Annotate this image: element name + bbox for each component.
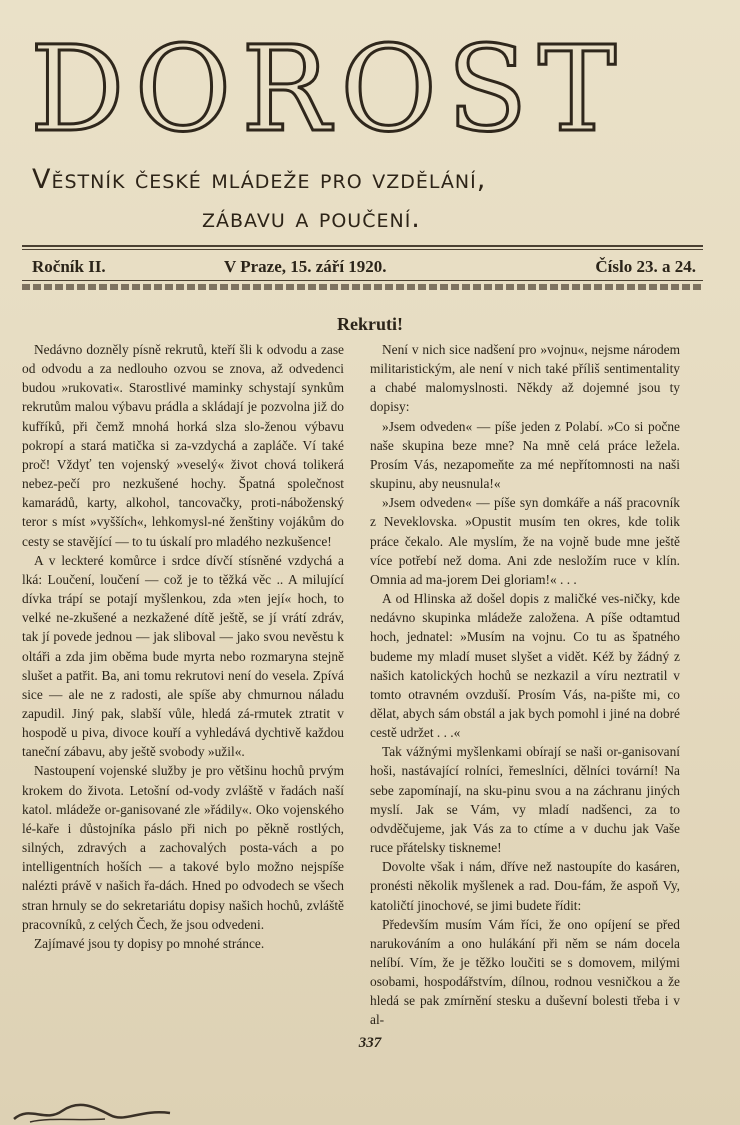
issue-rule xyxy=(22,280,703,281)
left-paragraph: Zajímavé jsou ty dopisy po mnohé stránce. xyxy=(34,935,265,951)
masthead-subtitle xyxy=(32,160,692,238)
masthead-logo xyxy=(22,18,722,148)
left-paragraph: Nastoupení vojenské služby je pro většinu hochů prvým krokem do života. Letošní od-vody zvláště v řadách naší katol. mládeže or-ganisované zle »řádily«. Oko vojenského lé-kaře i důstojníka páslo při nich po pěkně rostlých, silných, zdravých a zachovalých posta-vách a po intelligentních hoších — a takové bylo možno nejspíše nalézti právě v našich řa-dách. Hned po odvodech se všech stran hrnuly se do sekretariátu dopisy našich hochů, zvláště pracovníků, z celých Čech, že jsou odvedeni. xyxy=(22,763,344,932)
handwritten-scribble xyxy=(10,1095,180,1125)
right-paragraph: »Jsem odveden« — píše syn domkáře a náš pracovník z Neveklovska. »Opustit musím ten okres, kde tolik práce čekalo. Ale myslím, že na vojně bude mne ještě více potřebí než doma. Ani zde nesložím ruce v klín. Omnia ad ma-jorem Dei gloriam!« . . . xyxy=(370,495,680,587)
top-double-rule-lower xyxy=(22,249,703,250)
page-number: 337 xyxy=(358,1035,382,1051)
masthead xyxy=(22,18,722,148)
right-paragraph: Především musím Vám říci, že ono opíjení se před narukováním a ono hulákání při něm se nám docela nelíbí. Vím, že je těžko loučiti se s domovem, milými osobami, hospodářstvím, dílnou, rodnou vesničkou a že hledá se pak zmírnění stesku a duševní bolesti třeba i v al- xyxy=(370,916,680,1028)
article-title: Rekruti! xyxy=(337,314,403,334)
right-paragraph: Dovolte však i nám, dříve než nastoupíte do kasáren, pronésti několik myšlenek a rad. Dou-fám, že aspoň Vy, katoličtí jinochové, se jimi budete řídit: xyxy=(370,859,680,913)
right-paragraph: A od Hlinska až došel dopis z maličké ves-ničky, kde nedávno skupinka mládeže založena. A píše odtamtud hoch, jednatel: »Musím na vojnu. Co tu as špatného budeme my mladí muset slyšet a vidět. Kéž by žádný z našich katolických hochů se nezkazil a víru neztratil v tomto otravném ovzduší. Prosím Vás, na-pište mi, co dělat, abych sám obstál a jak bych pomohl i jiné na dobré cestě udržet . . .« xyxy=(370,591,680,741)
issue-number: Číslo 23. a 24. xyxy=(595,257,696,276)
left-paragraph: A v leckteré komůrce i srdce dívčí stísněné vzdychá a lká: Loučení, loučení — což je to těžká věc .. A milující dívka trápí se potají myšlenkou, zda »ten její« hoch, to velké ne-zkušené a nezkažené dítě ještě, se jí vrátí zdráv, tak jí povede jednou — jak sliboval — jako svou nevěstu k oltáři a zda jim oběma bude myrta nebo rozmaryna stejně slušet a patřit. Ba, ani tomu rekrutovi není do vesela. Zpívá sice — ale ne z radosti, ale spíše aby chmurnou náladu zapudil. Jiný pak, slabší vůle, hledá zá-rmutek ztratit v hospodě u piva, divoce kouří a vyhledává dychtivě každou taneční zábavu, aby ještě svobody »užil«. xyxy=(22,552,344,760)
issue-date: V Praze, 15. září 1920. xyxy=(224,257,387,276)
right-paragraph: Tak vážnými myšlenkami obírají se naši or-ganisovaní hoši, nastávající rolníci, řemeslníci, dělníci tovární! Na sebe zapomínají, na sku-pinu svou a na záchranu jiných myslí. Jak se Vám, vy mladí nadšenci, za to odvděčujeme, jak Vás za to ctíme a v duchu jak Vaše ruce přátelsky tiskneme! xyxy=(370,744,680,856)
right-paragraph: Není v nich sice nadšení pro »vojnu«, nejsme národem militaristickým, ale není v nich také příliš sentimentality a chabé malomyslnosti. Někdy až dojemné jsou ty dopisy: xyxy=(370,342,680,415)
left-paragraph: Nedávno dozněly písně rekrutů, kteří šli k odvodu a zase od odvodu a za nedlouho ozvou se znova, až odvedenci budou »rukovati«. Starostlivé maminky schystají synkům rekrutům malou výbavu prádla a skládají je pozvolna již do kufříků, při čemž mnohá horká slza slo-ženou výbavu pokropí a stará matička si za-vzdychá a zapláče. Ví také proč! Vždyť ten vojenský »veselý« život chová tolikerá nebez-pečí pro nezkušené hochy. Špatná společnost kamarádů, karty, alkohol, tancovačky, proti-náboženský teror s míst »vyšších«, lehkomysl-né ženštiny vojákům do cesty se stavějící — to tu úskalí pro mladého nezkušence! xyxy=(22,342,344,549)
subtitle-line-1: Věstník české mládeže pro vzdělání, xyxy=(32,164,487,195)
article-column-right xyxy=(370,340,680,1040)
masthead-title: DOROST xyxy=(30,20,627,148)
dashed-divider xyxy=(22,284,703,290)
right-paragraph: »Jsem odveden« — píše jeden z Polabí. »Co si počne naše skupina beze mne? Na mně celá práce ležela. Prosím Vás, nezapomeňte za mé nepřítomnosti na naši skupinu, aby neusnula!« xyxy=(370,418,680,492)
top-double-rule-upper xyxy=(22,245,703,247)
issue-info xyxy=(32,255,696,281)
subtitle-line-2: zábavu a poučení. xyxy=(202,203,421,235)
issue-volume: Ročník II. xyxy=(32,257,106,276)
article-column-left xyxy=(22,340,344,1040)
